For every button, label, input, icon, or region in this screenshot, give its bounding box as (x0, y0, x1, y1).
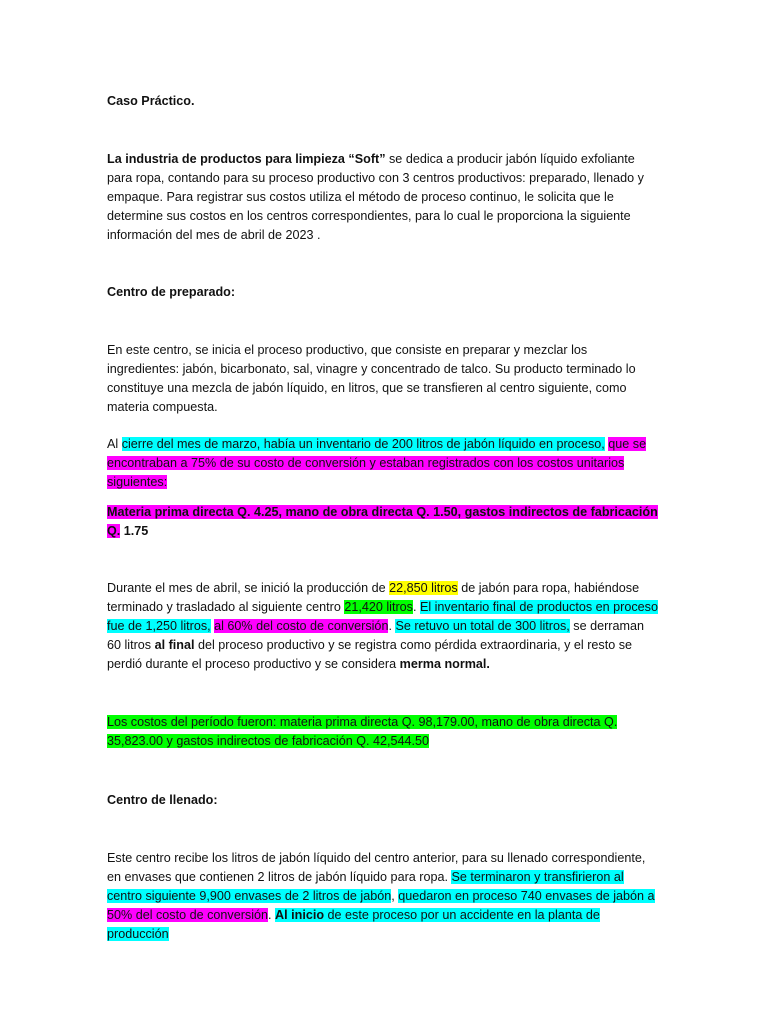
production-paragraph: Durante el mes de abril, se inició la producción de 22,850 litros de jabón para ropa, habiéndose terminado y trasladado al siguiente centro 21,420 litros. El inventario final de productos en proceso fue de 1,250 litros, al 60% del costo de conversión. Se retuvo un total de 300 litros, se derraman 60 litros al final del proceso productivo y se registra como pérdida extraordinaria, y el resto se perdió durante el proceso productivo y se considera merma normal. (107, 581, 658, 671)
highlight-cyan: El inventario final de productos en proceso fue de 1,250 litros, (107, 600, 658, 633)
highlight-cyan: quedaron en proceso 740 envases de jabón a (398, 889, 655, 903)
period-costs-paragraph (107, 713, 659, 751)
highlight-cyan: Al inicio (275, 908, 325, 922)
highlight-magenta: 50% del costo de conversión (107, 908, 269, 922)
highlight-magenta: que se encontraban a 75% de su costo de conversión y estaban registrados con los costos unitarios siguientes: (107, 437, 647, 489)
intro-paragraph: La industria de productos para limpieza “Soft” se dedica a producir jabón líquido exfoliante para ropa, contando para su proceso productivo con 3 centros productivos: preparado, llenado y empaque. Para registrar sus costos utiliza el método de proceso continuo, le solicita que le determine sus costos en los centros correspondientes, para lo cual le proporciona la siguiente información del mes de abril de 2023 . (107, 152, 644, 242)
preparado-description: En este centro, se inicia el proceso productivo, que consiste en preparar y mezclar los ingredientes: jabón, bicarbonato, sal, vinagre y concentrado de talco. Su producto terminado lo constituye una mezcla de jabón líquido, en litros, que se transfieren al centro siguiente, como materia compuesta. (107, 343, 636, 414)
highlight-magenta: Materia prima directa Q. 4.25, mano de obra directa Q. 1.50, gastos indirectos de fabricación Q. (107, 505, 658, 538)
highlight-cyan: Se retuvo un total de 300 litros, (395, 619, 570, 633)
highlight-cyan: de este proceso por un accidente en la planta de producción (107, 908, 600, 941)
highlight-green: 21,420 litros (344, 600, 413, 614)
highlight-green: Los costos del período fueron: materia prima directa Q. 98,179.00, mano de obra directa Q. 35,823.00 y gastos indirectos de fabricación Q. 42,544.50 (107, 715, 618, 748)
initial-inventory-paragraph: Al cierre del mes de marzo, había un inventario de 200 litros de jabón líquido en proceso, que se encontraban a 75% de su costo de conversión y estaban registrados con los costos unitarios siguientes: (107, 437, 647, 489)
highlight-magenta: al 60% del costo de conversión (214, 619, 389, 633)
section-heading-preparado: Centro de preparado: (107, 285, 236, 299)
llenado-description: Este centro recibe los litros de jabón líquido del centro anterior, para su llenado correspondiente, en envases que contienen 2 litros de jabón líquido para ropa. Se terminaron y transfirieron al centro siguiente 9,900 envases de 2 litros de jabón, quedaron en proceso 740 envases de jabón a 50% del costo de conversión. Al inicio de este proceso por un accidente en la planta de producción (107, 851, 655, 941)
unit-costs-paragraph: Materia prima directa Q. 4.25, mano de obra directa Q. 1.50, gastos indirectos de fabricación Q. 1.75 (107, 505, 658, 538)
highlight-yellow: 22,850 litros (389, 581, 458, 595)
section-heading-llenado: Centro de llenado: (107, 793, 218, 807)
document-title: Caso Práctico. (107, 94, 195, 108)
highlight-cyan: Se terminaron y transfirieron al centro siguiente 9,900 envases de 2 litros de jabón (107, 870, 624, 903)
company-name: La industria de productos para limpieza “Soft” (107, 152, 386, 166)
highlight-cyan: cierre del mes de marzo, había un inventario de 200 litros de jabón líquido en proceso, (121, 437, 605, 451)
